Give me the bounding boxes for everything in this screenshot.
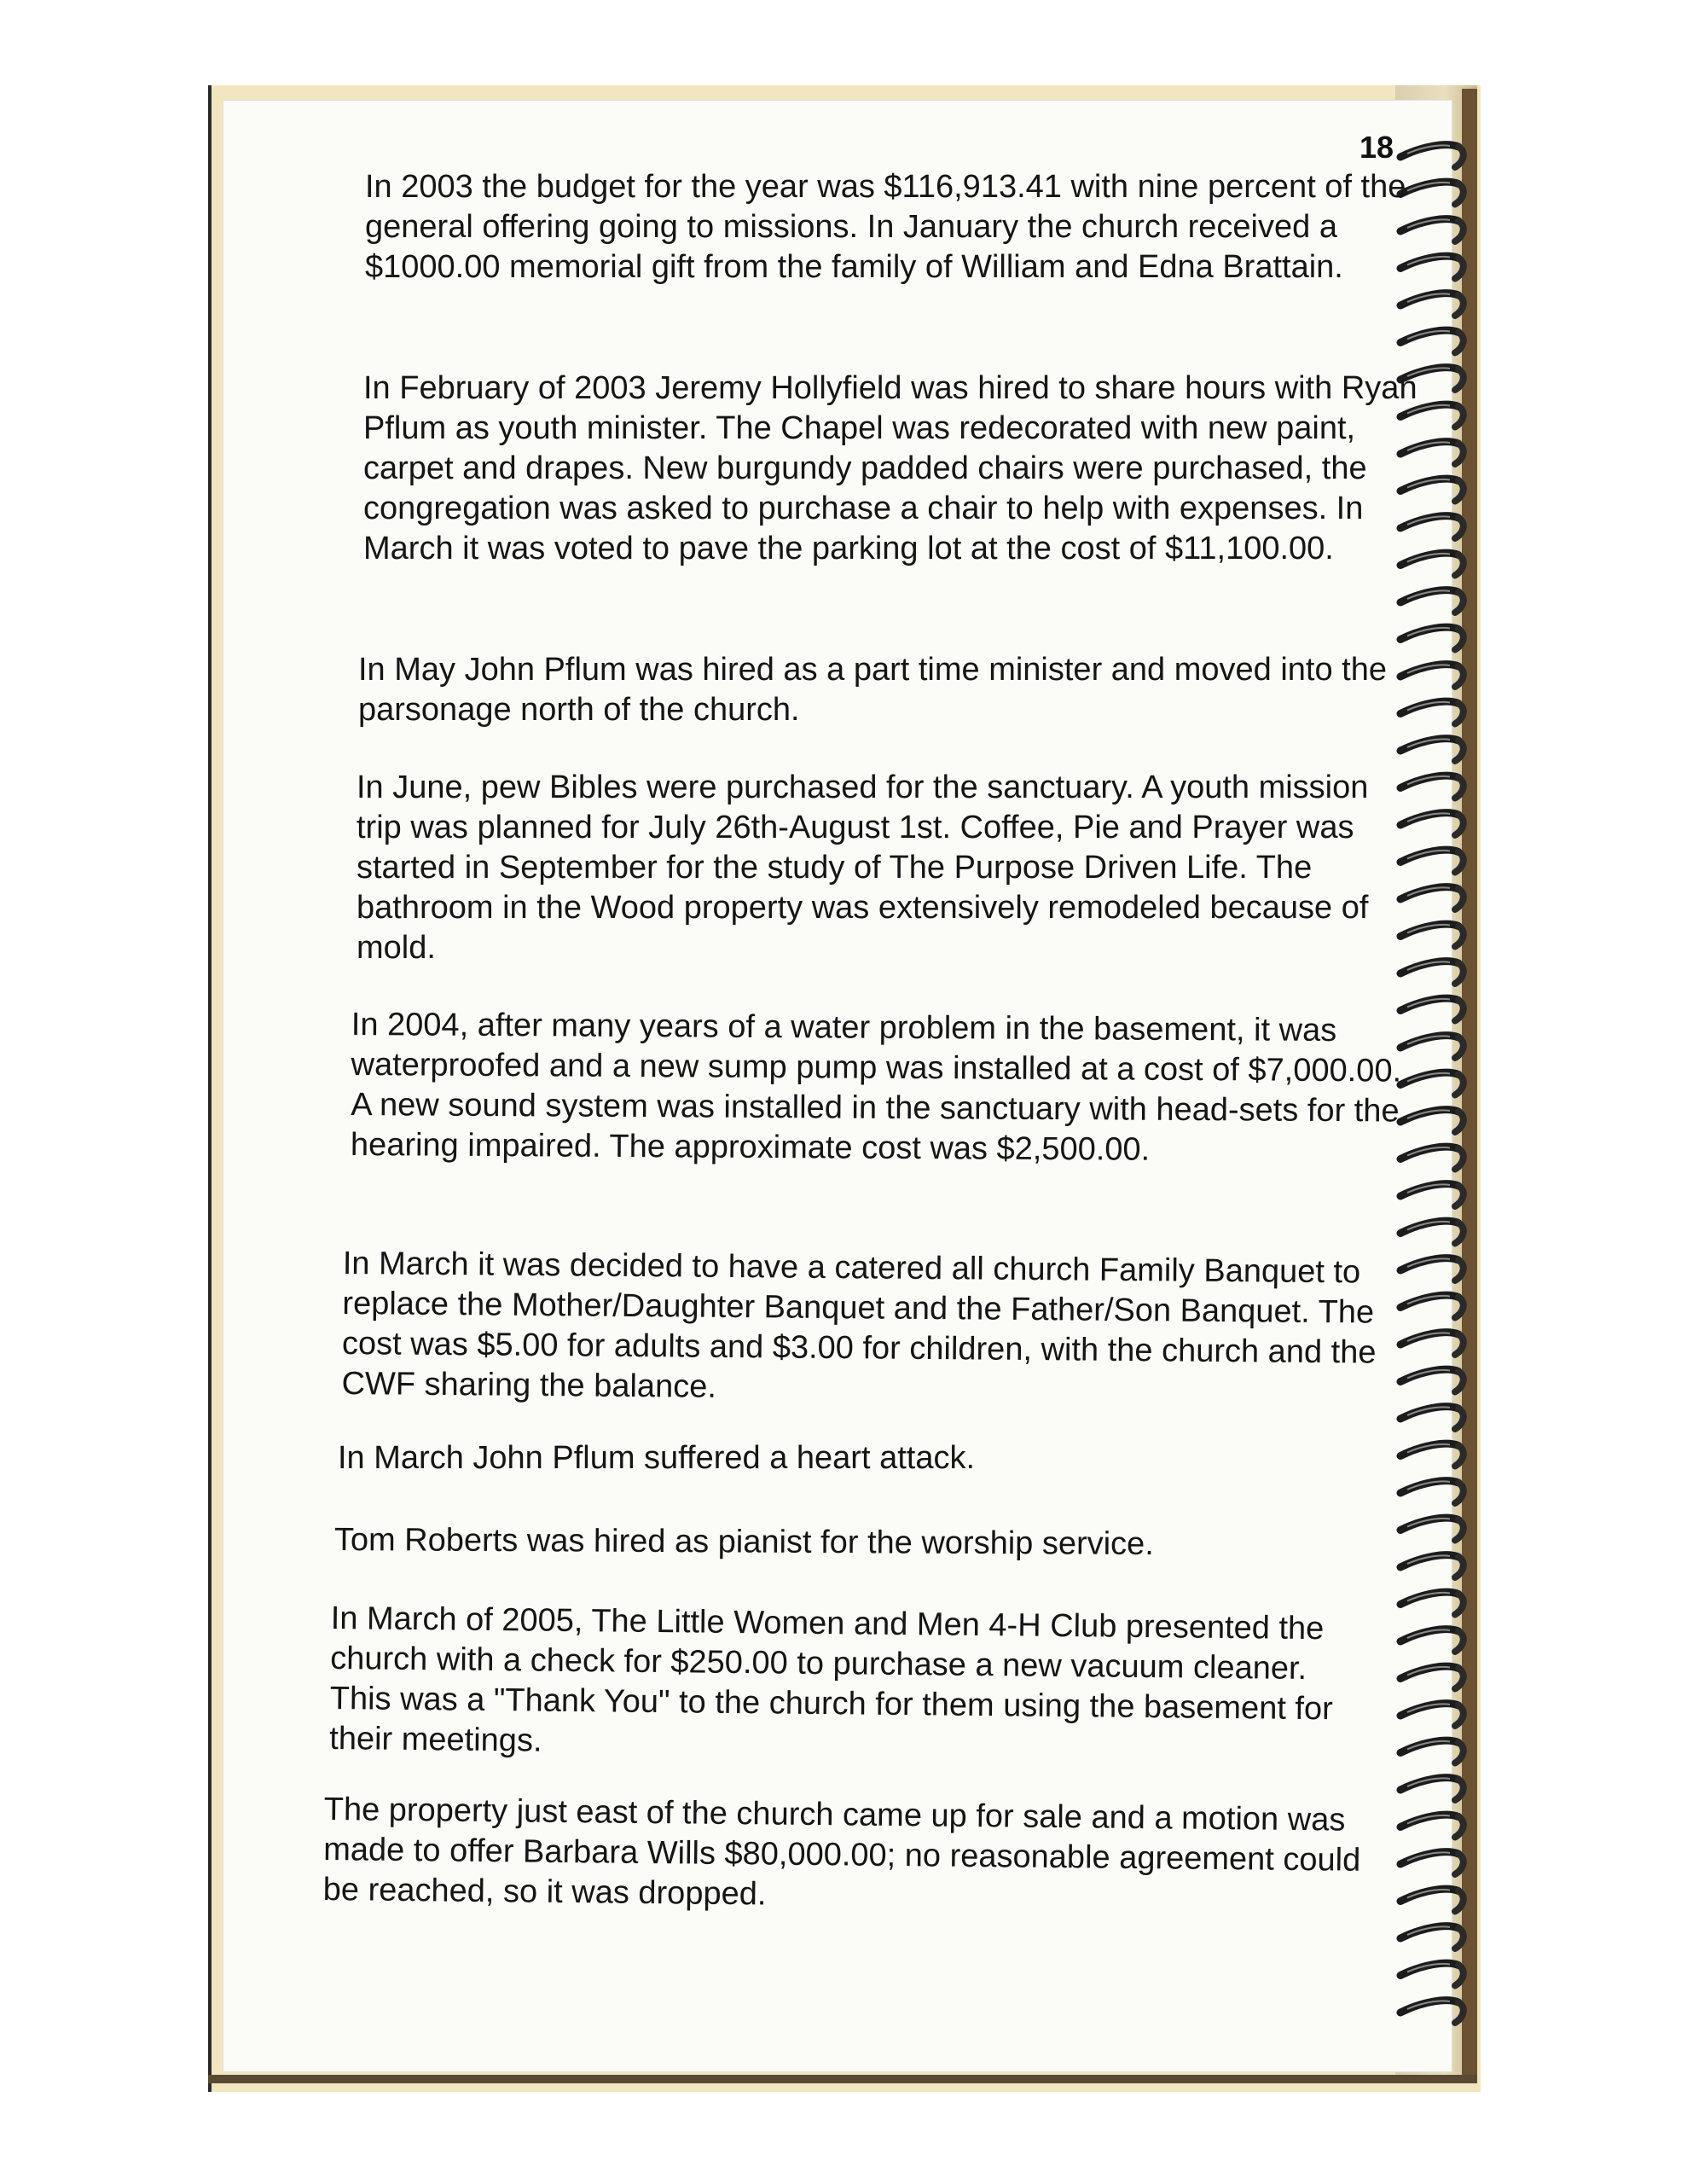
- spiral-coil-loop: [1400, 1963, 1464, 1985]
- paragraph-pianist: Tom Roberts was hired as pianist for the worship service.: [333, 1522, 1154, 1563]
- spiral-coil-loop: [1400, 1889, 1464, 1911]
- spiral-coil-loop: [1400, 1926, 1464, 1949]
- spiral-coil-loop: [1400, 775, 1464, 798]
- spiral-coil-loop: [1400, 330, 1464, 352]
- spiral-coil-loop: [1400, 1815, 1464, 1837]
- spiral-coil-loop: [1400, 1555, 1464, 1577]
- spiral-coil-loop: [1400, 1704, 1464, 1726]
- spiral-coil-loop: [1400, 1666, 1464, 1688]
- spiral-coil-loop: [1400, 1852, 1464, 1874]
- spiral-coil-loop: [1400, 145, 1464, 167]
- spiral-coil-loop: [1400, 1443, 1464, 1466]
- spiral-coil-loop: [1400, 1481, 1464, 1503]
- spiral-coil-loop: [1400, 1369, 1464, 1391]
- paragraph-june-bibles: In June, pew Bibles were purchased for the sanctuary. A youth mission trip was planned for July 26th-August 1st. Coffee, Pie and Prayer was started in September for the study of The Purpose Driven Life. The bathroom in the Wood property was extensively remodeled because of mold.: [357, 770, 1369, 966]
- paragraph-budget-2003: In 2003 the budget for the year was $116,913.41 with nine percent of the general offering going to missions. In January the church received a $1000.00 memorial gift from the family of William and Edna Brattain.: [365, 169, 1406, 285]
- spiral-coil-loop: [1400, 813, 1464, 835]
- spiral-coil-loop: [1400, 1407, 1464, 1429]
- spiral-coil-loop: [1400, 2001, 1464, 2023]
- paragraph-family-banquet: In March it was decided to have a catered all church Family Banquet to replace the Mother/Daughter Banquet and the Father/Son Banquet. The cost was $5.00 for adults and $3.00 for children, with the church and the CWF sharing the balance.: [341, 1245, 1377, 1405]
- spiral-coil-loop: [1400, 293, 1464, 316]
- paragraph-2004-waterproofing: In 2004, after many years of a water problem in the basement, it was waterproofed and a new sump pump was installed at a cost of $7,000.00. A new sound system was installed in the sanctuary with head-sets for the hearing impaired. The approximate cost was $2,500.00.: [350, 1007, 1402, 1168]
- paragraph-may-minister: In May John Pflum was hired as a part time minister and moved into the parsonage north of the church.: [358, 652, 1387, 728]
- spiral-coil-loop: [1400, 1629, 1464, 1652]
- spiral-coil-loop: [1400, 1258, 1464, 1281]
- spiral-coil-loop: [1400, 590, 1464, 613]
- spiral-coil-loop: [1400, 1221, 1464, 1243]
- paragraph-property-offer: The property just east of the church came up for sale and a motion was made to offer Barbara Wills $80,000.00; no reasonable agreement could be reached, so it was dropped.: [322, 1792, 1361, 1913]
- spiral-coil-loop: [1400, 1778, 1464, 1800]
- spiral-coil-loop: [1400, 1740, 1464, 1763]
- page-number: 18: [1359, 130, 1394, 165]
- spiral-coil-loop: [1400, 850, 1464, 872]
- paragraph-4h-vacuum: In March of 2005, The Little Women and Men 4-H Club presented the church with a check for $250.00 to purchase a new vacuum cleaner. This was a "Thank You" to the church for them using the basement for their meetings.: [329, 1600, 1334, 1759]
- spiral-coil-loop: [1400, 1184, 1464, 1206]
- paragraph-heart-attack: In March John Pflum suffered a heart attack.: [338, 1440, 976, 1476]
- spiral-coil-loop: [1400, 1518, 1464, 1540]
- spiral-coil-loop: [1400, 924, 1464, 946]
- spiral-coil-loop: [1400, 627, 1464, 649]
- spiral-coil-loop: [1400, 739, 1464, 761]
- spiral-coil-loop: [1400, 1333, 1464, 1355]
- cover-bottom-edge: [208, 2075, 1477, 2083]
- spiral-coil-loop: [1400, 961, 1464, 984]
- spiral-coil-loop: [1400, 887, 1464, 909]
- paragraph-february-2003: In February of 2003 Jeremy Hollyfield was hired to share hours with Ryan Pflum as youth minister. The Chapel was redecorated with new paint, carpet and drapes. New burgundy padded chairs were purchased, the congregation was asked to purchase a chair to help with expenses. In March it was voted to pave the parking lot at the cost of $11,100.00.: [363, 370, 1417, 566]
- spiral-coil-loop: [1400, 1592, 1464, 1614]
- spiral-coil-loop: [1400, 1295, 1464, 1317]
